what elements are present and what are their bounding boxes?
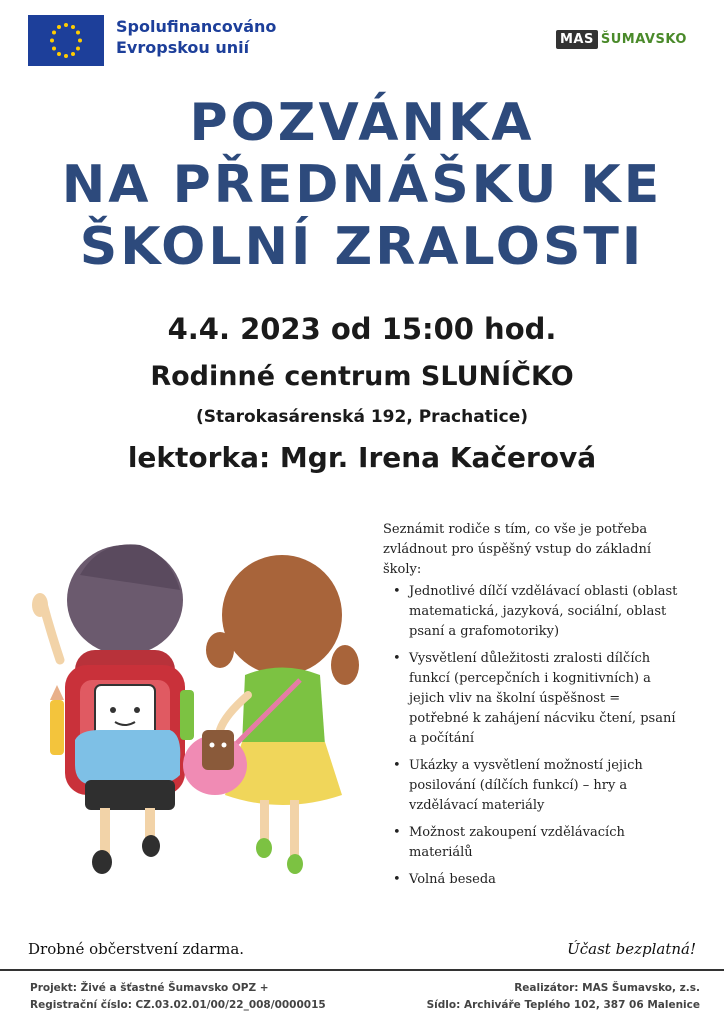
eu-stars-icon xyxy=(28,15,104,66)
title-line3: ŠKOLNÍ ZRALOSTI xyxy=(79,217,645,277)
project-info xyxy=(30,980,326,1014)
list-item: • Ukázky a vysvětlení možností jejich posilování (dílčích funkcí) – hry a vzdělávací materiály xyxy=(409,756,683,816)
eu-funding-text xyxy=(116,16,276,58)
description-intro: Seznámit rodiče s tím, co vše je potřeba zvládnout pro úspěšný vstup do základní školy: xyxy=(383,522,652,577)
organizer-seat: Sídlo: Archiváře Teplého 102, 387 06 Malenice xyxy=(426,999,700,1011)
eu-flag-logo xyxy=(28,15,104,66)
girl-figure xyxy=(183,555,359,874)
mas-name: ŠUMAVSKO xyxy=(600,31,687,47)
event-lecturer: lektorka: Mgr. Irena Kačerová xyxy=(127,441,597,474)
boy-figure xyxy=(32,544,194,874)
list-item: • Možnost zakoupení vzdělávacích materiálů xyxy=(409,823,683,863)
children-backpacks-illustration xyxy=(20,530,370,890)
mas-sumavsko-logo xyxy=(556,28,687,50)
organizer-info xyxy=(427,980,700,1014)
organizer-name: Realizátor: MAS Šumavsko, z.s. xyxy=(514,982,700,994)
page-title xyxy=(0,92,724,278)
lecture-description xyxy=(383,520,683,897)
project-name: Projekt: Živé a šťastné Šumavsko OPZ + xyxy=(30,982,269,994)
free-entry-note: Účast bezplatná! xyxy=(567,940,696,958)
registration-number: Registrační číslo: CZ.03.02.01/00/22_008/0000015 xyxy=(30,999,326,1011)
eu-text-line1: Spolufinancováno xyxy=(116,17,277,36)
event-datetime: 4.4. 2023 od 15:00 hod. xyxy=(167,312,557,346)
list-item: • Jednotlivé dílčí vzdělávací oblasti (oblast matematická, jazyková, sociální, oblast psaní a grafomotoriky) xyxy=(409,582,683,642)
event-place: Rodinné centrum SLUNÍČKO xyxy=(150,361,574,392)
list-item: • Volná beseda xyxy=(409,870,683,890)
refreshments-note: Drobné občerstvení zdarma. xyxy=(28,940,245,958)
title-line1: POZVÁNKA xyxy=(189,93,535,153)
title-line2: NA PŘEDNÁŠKU KE xyxy=(61,155,663,215)
list-item: • Vysvětlení důležitosti zralosti dílčích funkcí (percepčních i kognitivních) a jejich vliv na školní úspěšnost = potřebné k zahájení nácviku čtení, psaní a počítání xyxy=(409,649,683,749)
eu-text-line2: Evropskou unií xyxy=(116,38,250,57)
event-address: (Starokasárenská 192, Prachatice) xyxy=(195,407,529,427)
topics-list xyxy=(383,582,683,890)
mas-badge: MAS xyxy=(556,30,598,49)
footer-divider xyxy=(0,969,724,971)
